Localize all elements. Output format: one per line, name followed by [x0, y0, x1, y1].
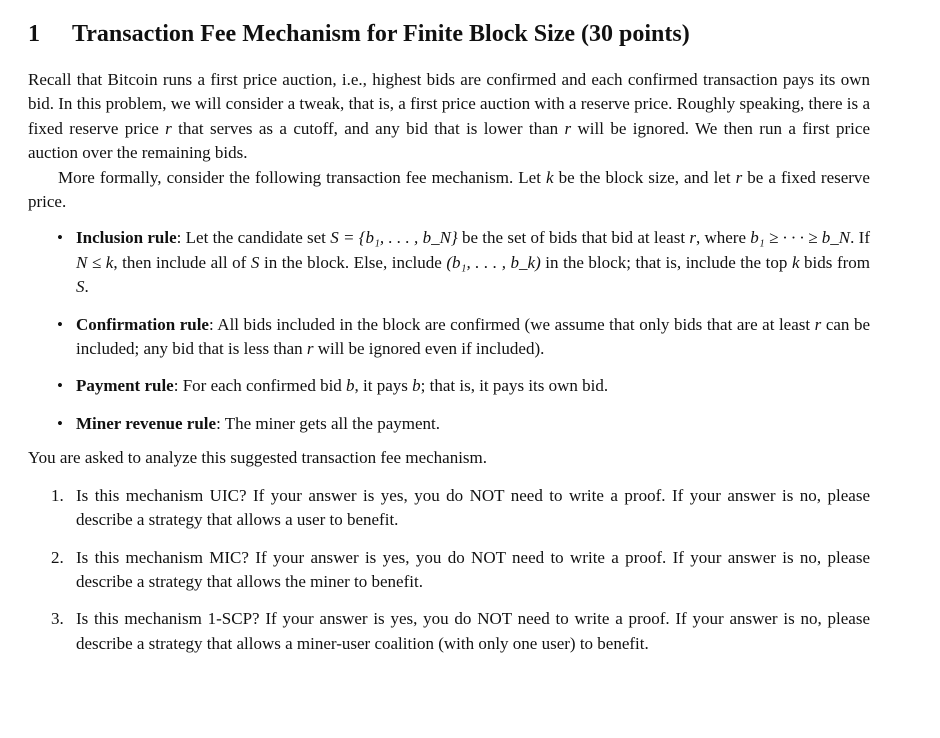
rule-text: : The miner gets all the payment. [216, 413, 440, 433]
question-number: 1. [51, 485, 64, 505]
question-text: Is this mechanism UIC? If your answer is yes, you do NOT need to write a proof. If your answer is no, please describe a strategy that allows a user to benefit. [76, 485, 870, 530]
question-number: 3. [51, 609, 64, 629]
math-var: S [250, 252, 260, 272]
question-item [28, 607, 870, 656]
math-var: r [735, 167, 743, 187]
rule-text: bids from [799, 252, 871, 272]
rule-text: can be included; any bid that is less than [76, 314, 870, 359]
intro-text: be a fixed reserve price. [28, 167, 870, 212]
question-text: Is this mechanism MIC? If your answer is yes, you do NOT need to write a proof. If your answer is no, please describe a strategy that allows the miner to benefit. [76, 547, 870, 591]
intro-text: Recall that Bitcoin runs a first price auction, i.e., highest bids are confirmed and each confirmed transaction pays its own bid. In this problem, we will consider a tweak, that is, a first price auction with a reserve price. Roughly speaking, there is a fixed reserve price [28, 70, 870, 138]
question-item [28, 484, 870, 533]
math-expr: S = {b₁, . . . , b_N} [330, 228, 458, 248]
rule-payment [28, 374, 870, 398]
section-title: Transaction Fee Mechanism for Finite Block Size (30 points) [72, 21, 690, 47]
rule-text: . [84, 277, 89, 297]
math-expr: N ≤ k [76, 252, 114, 272]
bullet-icon: • [57, 228, 63, 248]
rule-text: : Let the candidate set [176, 228, 331, 248]
question-item [28, 546, 870, 595]
math-var: k [791, 252, 800, 272]
rule-text: : All bids included in the block are confirmed (we assume that only bids that are at least [208, 314, 815, 334]
rule-term: Confirmation rule [76, 314, 209, 334]
rule-term: Payment rule [76, 376, 174, 396]
ask-paragraph: You are asked to analyze this suggested transaction fee mechanism. [28, 448, 488, 468]
intro-text: More formally, consider the following transaction fee mechanism. Let [58, 167, 546, 187]
rule-text: , it pays [354, 376, 413, 396]
math-var: r [306, 339, 314, 359]
math-var: k [545, 167, 554, 187]
intro-text: be the block size, and let [553, 167, 736, 187]
rule-text: . If [850, 228, 870, 248]
bullet-icon: • [57, 314, 63, 334]
rule-text: will be ignored even if included). [313, 339, 545, 359]
section-heading [28, 18, 920, 50]
problem-body [28, 68, 870, 669]
bullet-icon: • [57, 413, 63, 433]
section-number: 1 [28, 21, 40, 47]
question-text: Is this mechanism 1-SCP? If your answer is yes, you do NOT need to write a proof. If your answer is no, please describe a strategy that allows a miner-user coalition (with only one user) to benefit. [76, 609, 870, 653]
rule-text: in the block. Else, include [259, 252, 447, 272]
mechanism-rules-list [28, 226, 870, 436]
rule-miner-revenue [28, 412, 870, 436]
intro-paragraph-1 [28, 68, 870, 166]
question-number: 2. [51, 547, 64, 567]
rule-text: : For each confirmed bid [173, 376, 347, 396]
rule-text: ; that is, it pays its own bid. [420, 376, 609, 396]
math-var: r [165, 118, 172, 138]
math-var: r [564, 118, 572, 138]
rule-term: Inclusion rule [76, 228, 177, 248]
math-var: b [412, 376, 421, 396]
math-expr: (b₁, . . . , b_k) [446, 252, 541, 272]
questions-list [28, 484, 870, 656]
rule-text: in the block; that is, include the top [540, 252, 792, 272]
bullet-icon: • [57, 376, 63, 396]
rule-text: be the set of bids that bid at least [457, 228, 690, 248]
intro-paragraph-2 [28, 166, 870, 215]
intro-text: that serves as a cutoff, and any bid that is lower than [171, 118, 565, 138]
math-var: b [346, 376, 355, 396]
math-var: S [76, 277, 85, 297]
math-var: r [689, 228, 696, 248]
rule-confirmation [28, 313, 870, 362]
rule-text: , where [695, 228, 751, 248]
math-expr: b₁ ≥ · · · ≥ b_N [750, 228, 851, 248]
rule-inclusion [28, 226, 870, 299]
rule-term: Miner revenue rule [76, 413, 217, 433]
math-var: r [814, 314, 822, 334]
rule-text: , then include all of [113, 252, 251, 272]
intro-text: will be ignored. We then run a first price auction over the remaining bids. [28, 118, 870, 163]
